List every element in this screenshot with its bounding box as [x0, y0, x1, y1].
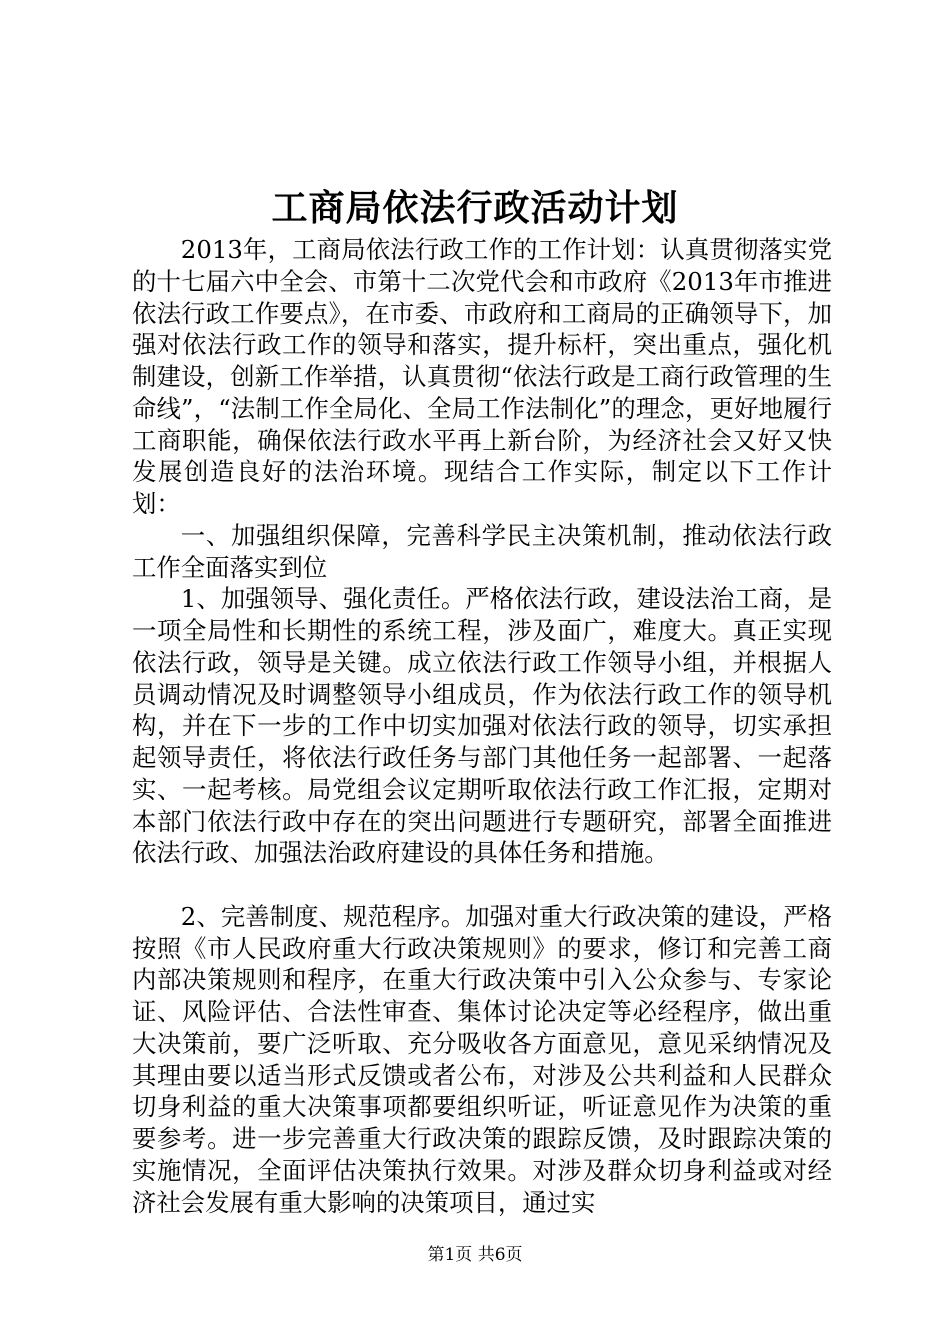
intro-paragraph: 2013年，工商局依法行政工作的工作计划：认真贯彻落实党的十七届六中全会、市第十二次党代会和市政府《2013年市推进依法行政工作要点》，在市委、市政府和工商局的正确领导下，加强对依法行政工作的领导和落实，提升标杆，突出重点，强化机制建设，创新工作举措，认真贯彻“依法行政是工商行政管理的生命线”，“法制工作全局化、全局工作法制化”的理念，更好地履行工商职能，确保依法行政水平再上新台阶，为经济社会又好又快发展创造良好的法治环境。现结合工作实际，制定以下工作计划：	[132, 235, 832, 518]
item-paragraph-1: 1、加强领导、强化责任。严格依法行政，建设法治工商，是一项全局性和长期性的系统工程，涉及面广，难度大。真正实现依法行政，领导是关键。成立依法行政工作领导小组，并根据人员调动情况及时调整领导小组成员，作为依法行政工作的领导机构，并在下一步的工作中切实加强对依法行政的领导，切实承担起领导责任，将依法行政任务与部门其他任务一起部署、一起落实、一起考核。局党组会议定期听取依法行政工作汇报，定期对本部门依法行政中存在的突出问题进行专题研究，部署全面推进依法行政、加强法治政府建设的具体任务和措施。	[132, 584, 832, 868]
section-heading-1: 一、加强组织保障，完善科学民主决策机制，推动依法行政工作全面落实到位	[132, 520, 832, 582]
document-title: 工商局依法行政活动计划	[271, 187, 679, 229]
page-number: 第1页 共6页	[427, 1245, 523, 1265]
item-paragraph-2: 2、完善制度、规范程序。加强对重大行政决策的建设，严格按照《市人民政府重大行政决策规则》的要求，修订和完善工商内部决策规则和程序，在重大行政决策中引入公众参与、专家论证、风险评估、合法性审查、集体讨论决定等必经程序，做出重大决策前，要广泛听取、充分吸收各方面意见，意见采纳情况及其理由要以适当形式反馈或者公布，对涉及公共利益和人民群众切身利益的重大决策事项都要组织听证，听证意见作为决策的重要参考。进一步完善重大行政决策的跟踪反馈，及时跟踪决策的实施情况，全面评估决策执行效果。对涉及群众切身利益或对经济社会发展有重大影响的决策项目，通过实	[132, 901, 832, 1217]
document-body	[132, 234, 832, 1218]
